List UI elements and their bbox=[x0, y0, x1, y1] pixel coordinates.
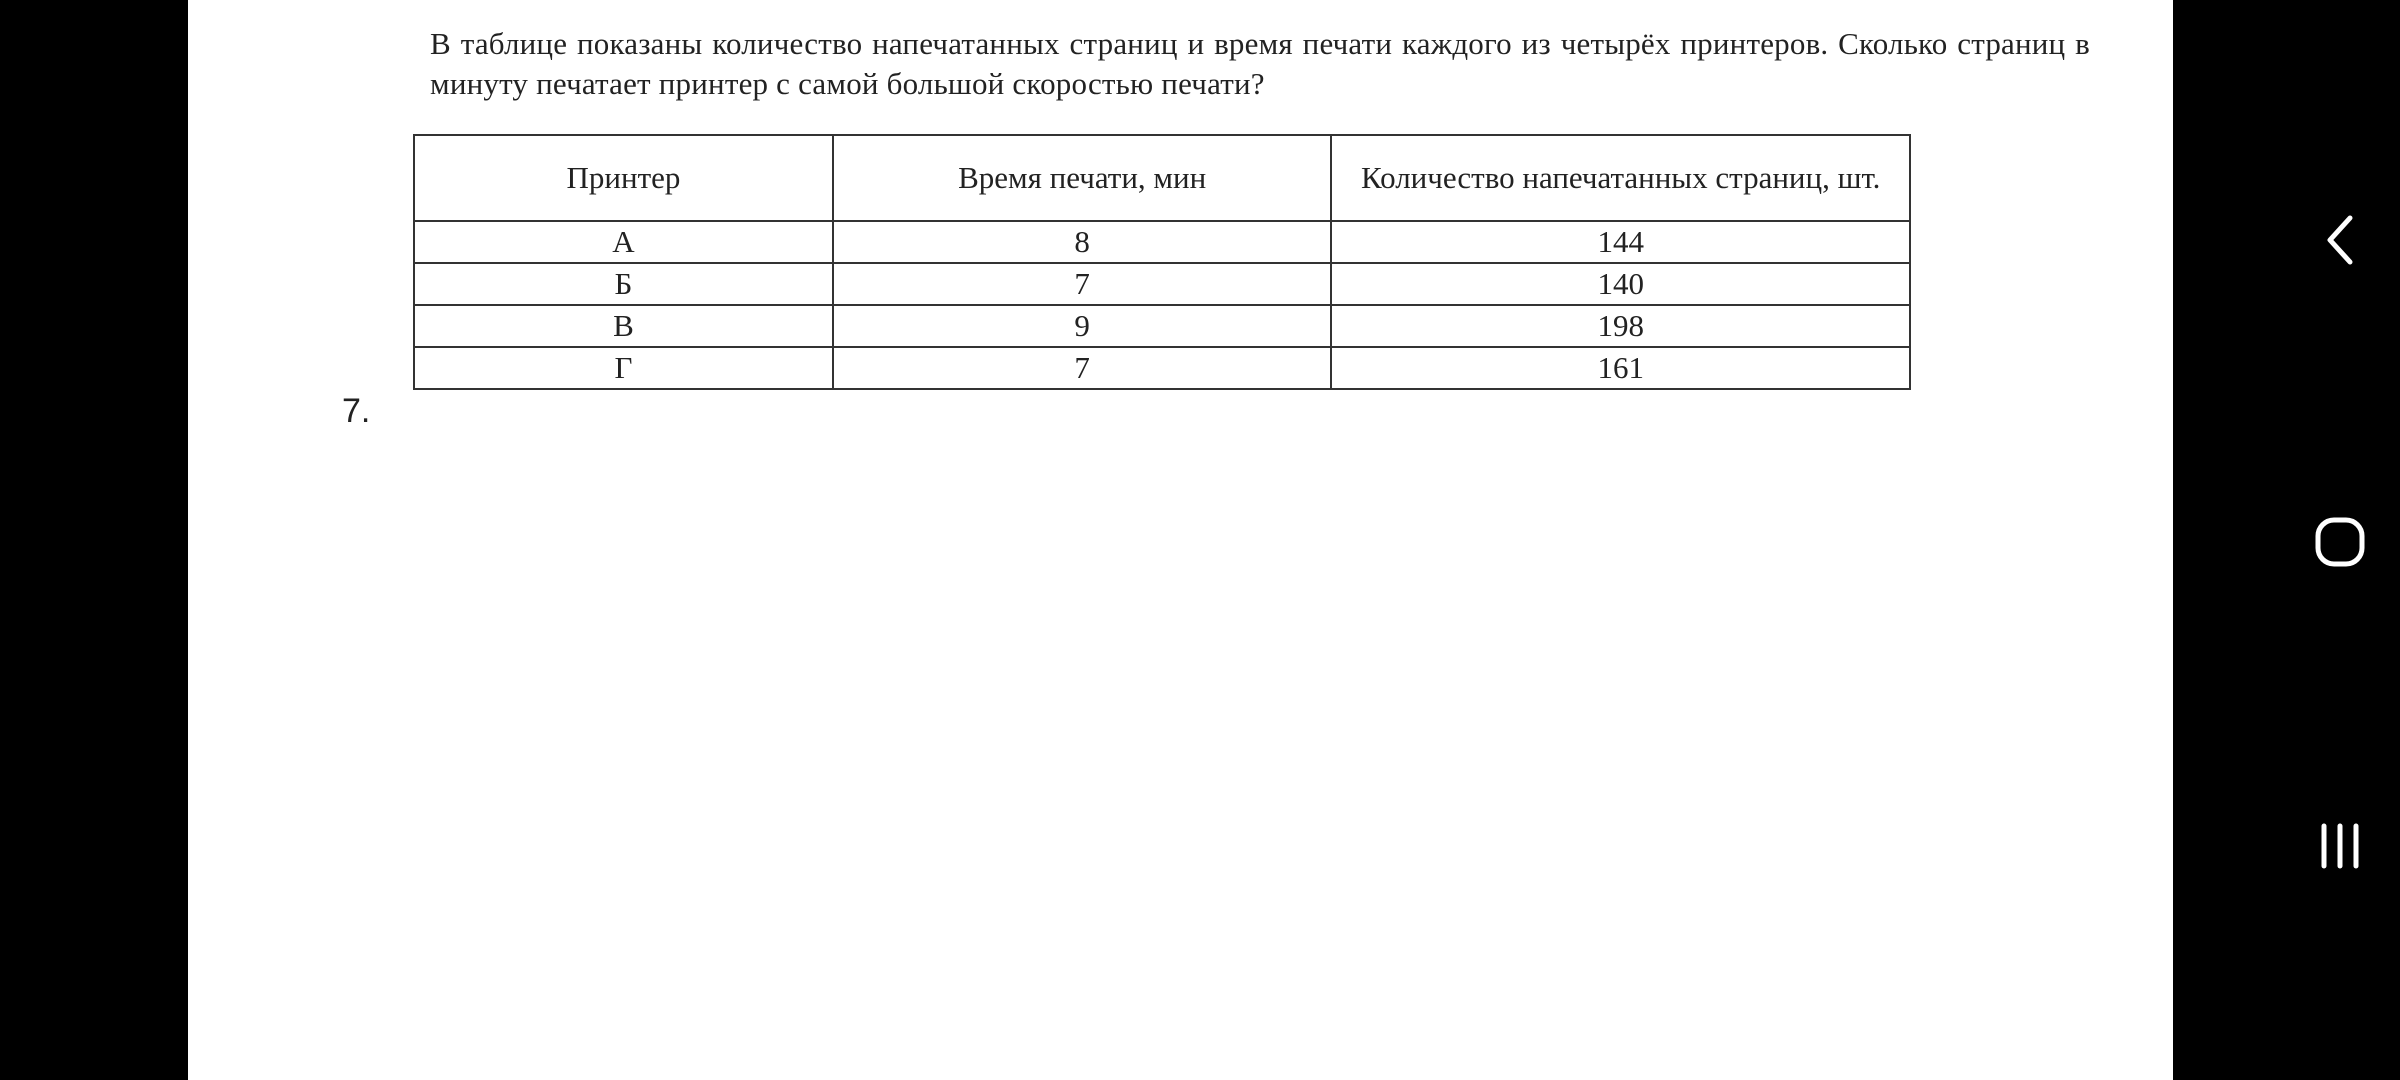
table-header-row bbox=[414, 135, 1910, 221]
cell-time: 7 bbox=[833, 347, 1332, 389]
cell-printer: Б bbox=[414, 263, 833, 305]
table-row bbox=[414, 263, 1910, 305]
recents-button[interactable] bbox=[2300, 806, 2380, 886]
cell-printer: Г bbox=[414, 347, 833, 389]
rounded-square-icon bbox=[2312, 514, 2368, 570]
cell-time: 8 bbox=[833, 221, 1332, 263]
cell-pages: 140 bbox=[1331, 263, 1910, 305]
header-pages-count: Количество напечатанных страниц, шт. bbox=[1331, 135, 1910, 221]
cell-time: 7 bbox=[833, 263, 1332, 305]
question-number: 7. bbox=[342, 392, 371, 430]
cell-pages: 161 bbox=[1331, 347, 1910, 389]
table-row bbox=[414, 221, 1910, 263]
header-print-time: Время печати, мин bbox=[833, 135, 1332, 221]
printer-table bbox=[413, 134, 1911, 390]
question-text: В таблице показаны количество напечатанных страниц и время печати каждого из четырёх принтеров. Сколько страниц в минуту печатает принтер с самой большой скоростью печати? bbox=[430, 26, 2090, 101]
header-printer: Принтер bbox=[414, 135, 833, 221]
cell-pages: 144 bbox=[1331, 221, 1910, 263]
cell-pages: 198 bbox=[1331, 305, 1910, 347]
back-button[interactable] bbox=[2300, 200, 2380, 280]
table-row bbox=[414, 305, 1910, 347]
chevron-left-icon bbox=[2320, 210, 2360, 270]
table-row bbox=[414, 347, 1910, 389]
cell-time: 9 bbox=[833, 305, 1332, 347]
cell-printer: А bbox=[414, 221, 833, 263]
home-button[interactable] bbox=[2300, 502, 2380, 582]
three-bars-icon bbox=[2312, 818, 2368, 874]
cell-printer: В bbox=[414, 305, 833, 347]
